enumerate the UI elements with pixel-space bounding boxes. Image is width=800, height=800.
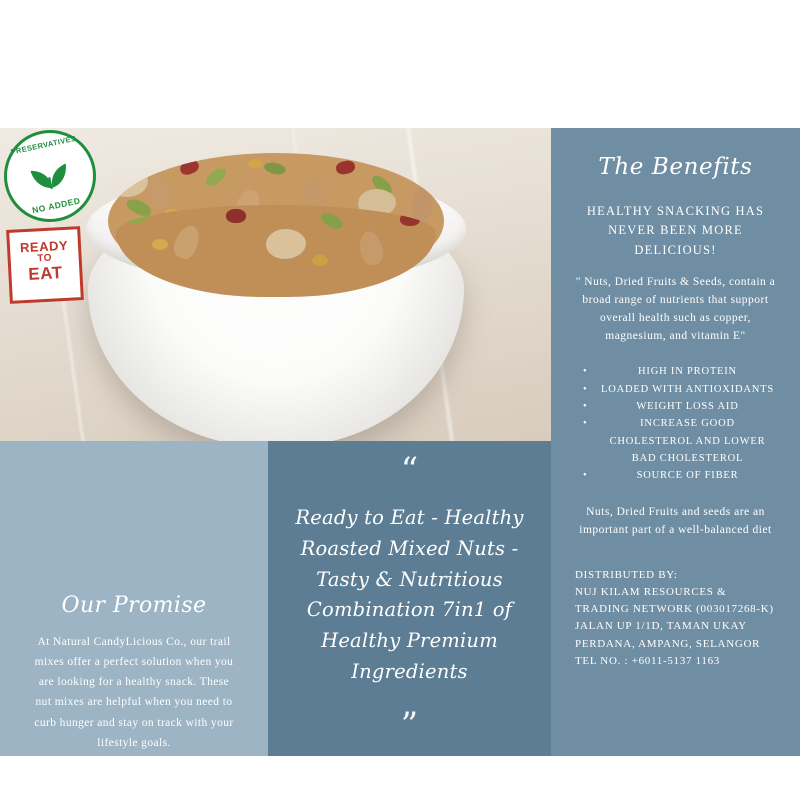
distributor-block (573, 567, 778, 669)
promise-body-text: At Natural CandyLicious Co., our trail mixes offer a perfect solution when you are looking for a healthy snack. These nut mixes are helpful when you need to curb hunger and stay on track with your lifestyle goals. (34, 636, 234, 749)
ready-to-eat-badge (6, 226, 84, 304)
product-quote-panel (268, 441, 551, 756)
benefits-title: The Benefits (598, 154, 753, 180)
benefits-closing-text: Nuts, Dried Fruits and seeds are an important part of a well-balanced diet (579, 505, 772, 536)
badge-line-1: READY (19, 237, 69, 256)
leaf-icon (26, 157, 73, 195)
benefits-panel (551, 128, 800, 756)
distributor-phone: TEL NO. : +6011-5137 1163 (575, 654, 720, 667)
promise-title: Our Promise (61, 593, 207, 618)
list-item: • INCREASE GOOD CHOLESTEROL AND LOWER BAD CHOLESTEROL (583, 415, 778, 467)
quote-open-icon: “ (400, 450, 419, 490)
list-item: • WEIGHT LOSS AID (583, 398, 778, 415)
benefits-body-text: " Nuts, Dried Fruits & Seeds, contain a broad range of nutrients that support overall health such as copper, magnesium, and vitamin E" (575, 276, 776, 342)
list-item: • LOADED WITH ANTIOXIDANTS (583, 381, 778, 398)
our-promise-panel (0, 441, 268, 756)
badge-top-text: PRESERVATIVES (9, 133, 78, 157)
benefits-lead-text: HEALTHY SNACKING HAS NEVER BEEN MORE DELICIOUS! (586, 204, 765, 257)
quote-text: Ready to Eat - Healthy Roasted Mixed Nuts - Tasty & Nutritious Combination 7in1 of Healthy Premium Ingredients (295, 506, 524, 683)
list-item: • HIGH IN PROTEIN (583, 363, 778, 380)
nut-bowl (80, 147, 472, 441)
distributor-line-3: JALAN UP 1/1D, TAMAN UKAY (575, 620, 747, 633)
distributor-line-2: TRADING NETWORK (003017268-K) (575, 603, 774, 616)
benefits-list (573, 363, 778, 484)
badge-line-2: TO (37, 252, 53, 265)
distributor-heading: DISTRIBUTED BY: (575, 569, 678, 582)
badge-line-3: EAT (27, 262, 64, 284)
distributor-line-1: NUJ KILAM RESOURCES & (575, 586, 727, 599)
badge-bottom-text: NO ADDED (31, 195, 82, 216)
list-item: • SOURCE OF FIBER (583, 467, 778, 484)
distributor-line-4: PERDANA, AMPANG, SELANGOR (575, 637, 761, 650)
quote-close-icon: ” (400, 705, 419, 745)
